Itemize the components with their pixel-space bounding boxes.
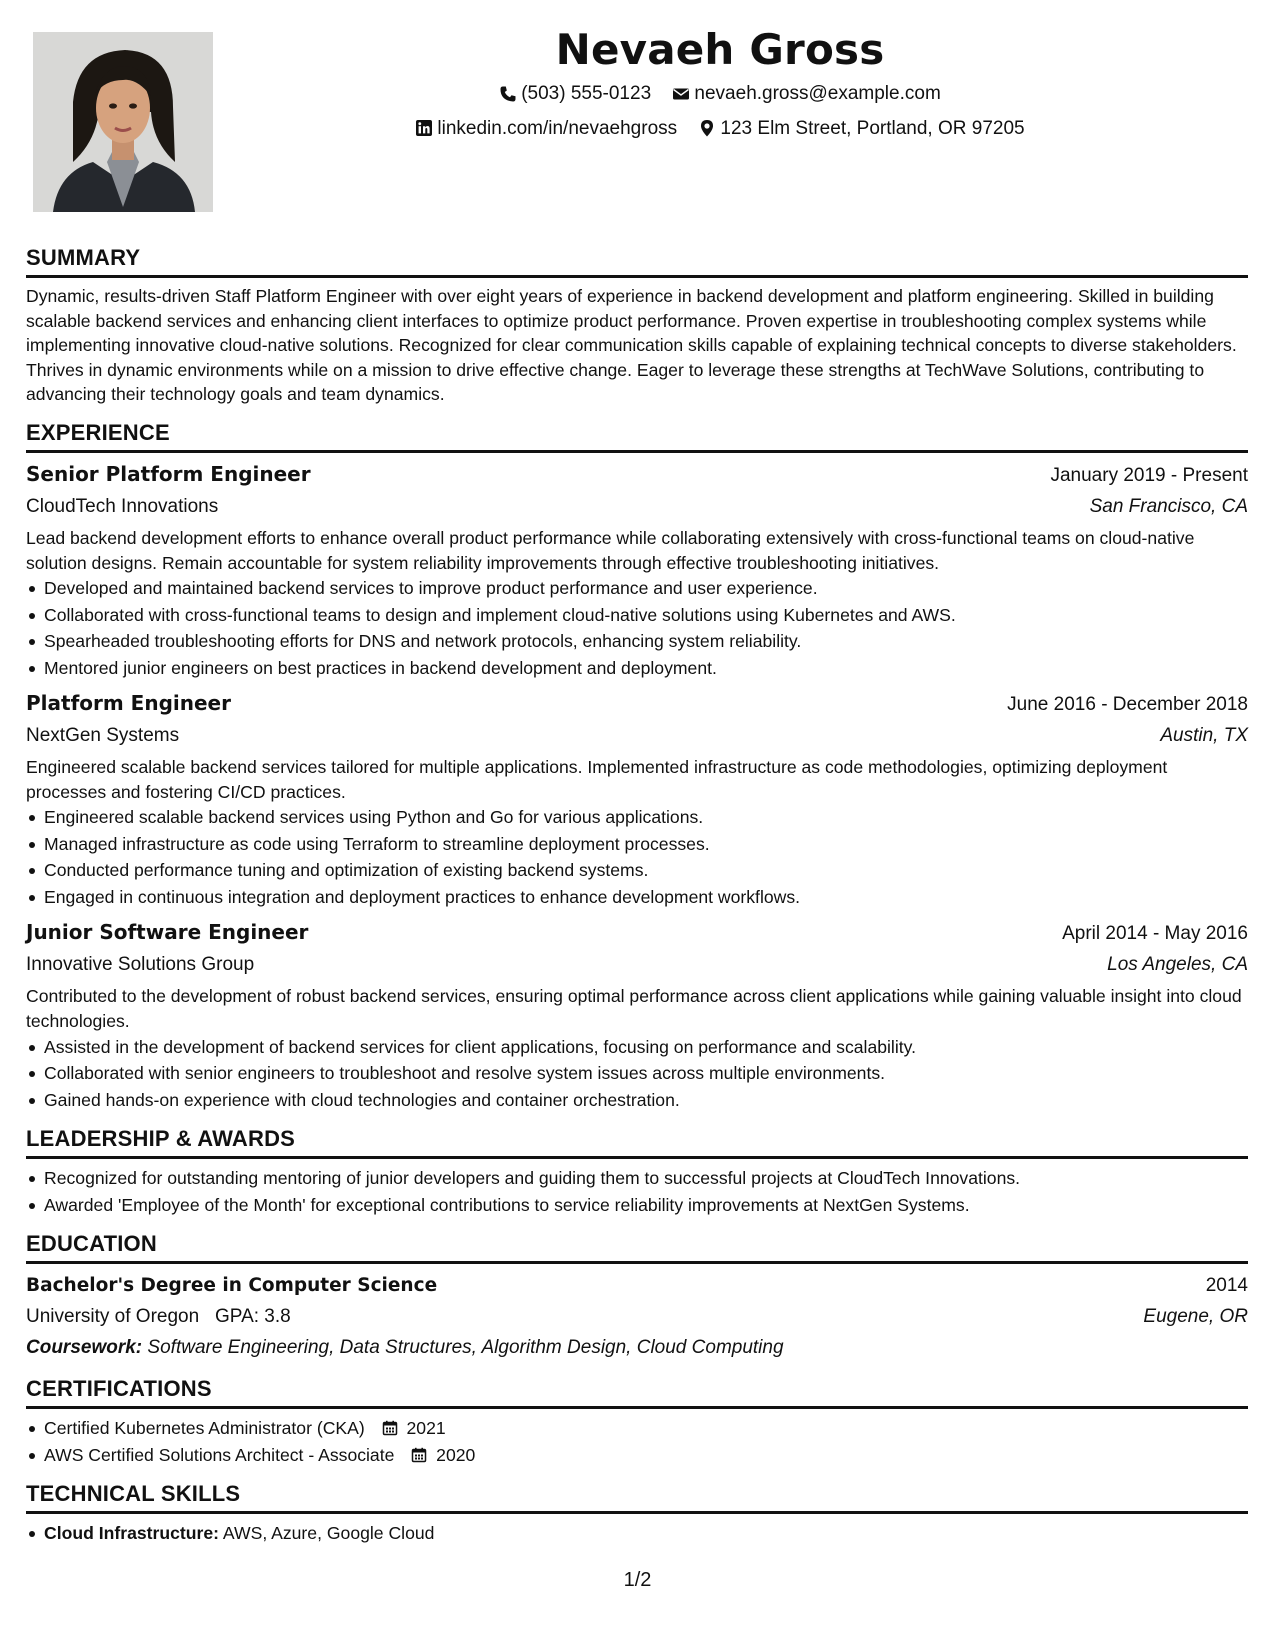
phone-text: (503) 555-0123 <box>521 83 652 104</box>
job-entry <box>26 459 1248 681</box>
section-title-education: EDUCATION <box>26 1231 157 1257</box>
experience-section <box>26 419 1248 1113</box>
calendar-icon <box>411 1447 427 1463</box>
map-marker-icon <box>698 119 716 137</box>
summary-text: Dynamic, results-driven Staff Platform Engineer with over eight years of experience in backend development and platform engineering. Skilled in building scalable backend services and enhancing client interfaces to optimize product performance. Proven expertise in troubleshooting complex systems while implementing innovative cloud-native solutions. Recognized for clear communication skills capable of explaining technical concepts to diverse stakeholders. Thrives in dynamic environments while on a mission to drive effective change. Eager to leverage these strengths at TechWave Solutions, contributing to advancing their technology goals and team dynamics. <box>26 286 1237 405</box>
section-title-experience: EXPERIENCE <box>26 419 170 445</box>
list-item <box>44 1520 1248 1547</box>
section-divider <box>26 1511 1248 1514</box>
job-dates: January 2019 - Present <box>1050 464 1248 486</box>
section-title-leadership: LEADERSHIP & AWARDS <box>26 1126 296 1152</box>
contact-address <box>698 113 1024 144</box>
list-item: Collaborated with cross-functional teams to design and implement cloud-native solutions using Kubernetes and AWS. <box>44 602 1248 629</box>
job-title: Junior Software Engineer <box>26 920 309 945</box>
list-item: Managed infrastructure as code using Terraform to streamline deployment processes. <box>44 831 1248 858</box>
leadership-section <box>26 1125 1248 1218</box>
skill-values: AWS, Azure, Google Cloud <box>222 1523 435 1544</box>
list-item <box>44 1442 1248 1469</box>
job-company: NextGen Systems <box>26 725 180 747</box>
list-item: Gained hands-on experience with cloud technologies and container orchestration. <box>44 1087 1248 1114</box>
skills-section <box>26 1480 1248 1547</box>
section-divider <box>26 450 1248 453</box>
section-divider <box>26 1406 1248 1409</box>
section-title-summary: SUMMARY <box>26 245 141 270</box>
job-title: Senior Platform Engineer <box>26 461 311 486</box>
section-title-skills: TECHNICAL SKILLS <box>26 1481 241 1507</box>
contact-phone <box>499 78 651 109</box>
job-location: Austin, TX <box>1160 725 1248 747</box>
list-item: Conducted performance tuning and optimization of existing backend systems. <box>44 857 1248 884</box>
school-name: University of Oregon <box>26 1306 200 1328</box>
job-bullets <box>26 575 1248 681</box>
list-item: Awarded 'Employee of the Month' for exceptional contributions to service reliability improvements at NextGen Systems. <box>44 1192 1248 1219</box>
linkedin-text[interactable]: linkedin.com/in/nevaehgross <box>437 117 678 139</box>
job-bullets <box>26 1034 1248 1114</box>
job-company: CloudTech Innovations <box>26 495 219 517</box>
skill-category: Cloud Infrastructure: <box>44 1523 219 1544</box>
degree-name: Bachelor's Degree in Computer Science <box>26 1275 438 1297</box>
resume-body <box>26 244 1248 1547</box>
certification-name: Certified Kubernetes Administrator (CKA) <box>44 1418 365 1439</box>
list-item: Engineered scalable backend services using Python and Go for various applications. <box>44 804 1248 831</box>
certification-name: AWS Certified Solutions Architect - Associate <box>44 1444 395 1465</box>
contact-linkedin[interactable] <box>415 113 677 144</box>
contact-email[interactable] <box>672 78 940 109</box>
phone-icon <box>499 85 517 103</box>
calendar-icon <box>382 1420 398 1436</box>
address-text: 123 Elm Street, Portland, OR 97205 <box>720 117 1025 139</box>
contact-line-2 <box>230 113 1210 148</box>
certification-year: 2021 <box>406 1418 446 1439</box>
skills-list <box>26 1520 1248 1547</box>
section-divider <box>26 275 1248 278</box>
coursework-label: Coursework: <box>26 1337 143 1359</box>
list-item: Spearheaded troubleshooting efforts for DNS and network protocols, enhancing system reliability. <box>44 628 1248 655</box>
section-divider <box>26 1261 1248 1264</box>
job-bullets <box>26 804 1248 910</box>
summary-section <box>26 244 1248 407</box>
list-item: Engaged in continuous integration and deployment practices to enhance development workflows. <box>44 884 1248 911</box>
certifications-list <box>26 1415 1248 1468</box>
job-description: Lead backend development efforts to enhance overall product performance while collaborating extensively with cross-functional teams on cloud-native solution designs. Remain accountable for system reliability improvements through effective troubleshooting initiatives. <box>26 527 1195 573</box>
school-line <box>26 1301 291 1332</box>
job-company: Innovative Solutions Group <box>26 954 255 976</box>
leadership-list <box>26 1165 1248 1218</box>
job-dates: April 2014 - May 2016 <box>1062 923 1248 945</box>
list-item: Collaborated with senior engineers to troubleshoot and resolve system issues across multiple environments. <box>44 1060 1248 1087</box>
job-location: Los Angeles, CA <box>1107 954 1248 976</box>
gpa: GPA: 3.8 <box>215 1306 291 1328</box>
list-item: Developed and maintained backend services to improve product performance and user experience. <box>44 575 1248 602</box>
job-title: Platform Engineer <box>26 691 231 716</box>
school-location: Eugene, OR <box>1143 1306 1248 1328</box>
page-number: 1/2 <box>623 1569 652 1591</box>
list-item: Mentored junior engineers on best practices in backend development and deployment. <box>44 655 1248 682</box>
email-text[interactable]: nevaeh.gross@example.com <box>694 83 941 104</box>
list-item: Recognized for outstanding mentoring of junior developers and guiding them to successful projects at CloudTech Innovations. <box>44 1165 1248 1192</box>
list-item: Assisted in the development of backend services for client applications, focusing on performance and scalability. <box>44 1034 1248 1061</box>
coursework-list: Software Engineering, Data Structures, Algorithm Design, Cloud Computing <box>147 1337 784 1359</box>
certification-year: 2020 <box>436 1444 476 1465</box>
job-description: Contributed to the development of robust backend services, ensuring optimal performance across client applications while gaining valuable insight into cloud technologies. <box>26 986 1242 1031</box>
section-divider <box>26 1156 1248 1159</box>
job-location: San Francisco, CA <box>1089 495 1248 517</box>
job-entry <box>26 917 1248 1113</box>
graduation-year: 2014 <box>1205 1275 1248 1297</box>
contact-line-1 <box>230 78 1210 113</box>
certifications-section <box>26 1375 1248 1468</box>
section-title-certifications: CERTIFICATIONS <box>26 1376 212 1402</box>
resume-header <box>230 22 1210 147</box>
coursework <box>26 1332 1248 1363</box>
candidate-name: Nevaeh Gross <box>555 25 885 74</box>
linkedin-icon <box>415 119 433 137</box>
profile-photo <box>33 32 213 212</box>
job-dates: June 2016 - December 2018 <box>1007 694 1248 716</box>
job-entry <box>26 688 1248 910</box>
job-description: Engineered scalable backend services tailored for multiple applications. Implemented infrastructure as code methodologies, optimizing deployment processes and fostering CI/CD practices. <box>26 757 1168 802</box>
list-item <box>44 1415 1248 1442</box>
education-section <box>26 1230 1248 1363</box>
envelope-icon <box>672 85 690 103</box>
